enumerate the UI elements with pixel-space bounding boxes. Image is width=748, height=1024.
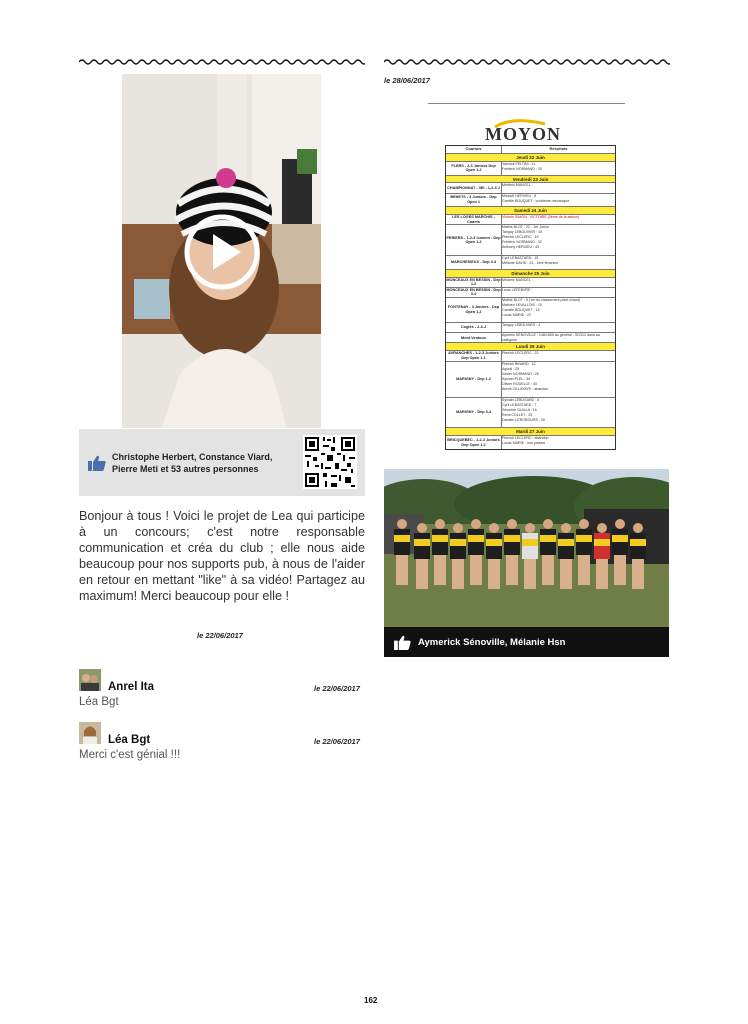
table-row <box>446 214 615 224</box>
comment-text: Léa Bgt <box>79 696 119 708</box>
team-photo-scene <box>384 469 669 627</box>
page-number: 162 <box>364 996 378 1005</box>
table-row <box>446 297 615 322</box>
table-results-cell <box>502 194 613 204</box>
logo-text: MOYON <box>485 124 561 144</box>
table-course-cell: FLERS - 2-3 Juniors Dep Open 1.2 <box>446 162 502 175</box>
table-row <box>446 287 615 297</box>
table-result-line: Pierrick LECLERC : 19 <box>502 235 539 240</box>
table-day-label: Vendredi 23 Juin <box>446 176 615 184</box>
table-result-line: Médéric MANCEL : <box>502 183 533 188</box>
video-thumbnail[interactable] <box>122 74 321 428</box>
table-row <box>446 182 615 192</box>
table-result-line: Agouti : 25 <box>502 366 520 371</box>
table-result-line: Sylvain LEBOSARD : 6 <box>502 397 540 402</box>
table-result-line: Mickaël HERVIEU : 8 <box>502 193 537 198</box>
divider-line <box>428 103 625 104</box>
table-result-line: Sylvain PLEL : 39 <box>502 376 531 381</box>
table-header <box>446 146 615 153</box>
table-course-cell: Mont Ventoux <box>446 333 502 342</box>
table-result-line: Victorin SIMON : VICTOIRE (3ème de la saison) <box>502 215 580 220</box>
table-row <box>446 161 615 175</box>
table-results-cell <box>502 362 613 392</box>
table-row <box>446 435 615 449</box>
table-row <box>446 277 615 287</box>
comment-author[interactable]: Anrel Ita <box>108 681 155 693</box>
table-result-line: Cyril LEBASTARD : 7 <box>502 402 537 407</box>
table-results-cell <box>502 398 613 423</box>
table-result-line: Pierrick BINARD : 12 <box>502 361 536 366</box>
avatar <box>79 669 101 691</box>
table-course-cell: LES LOGES MARCHIS - Cadets <box>446 215 502 224</box>
table-result-line: Louis LEFEBVRE : <box>502 287 533 292</box>
table-result-line: Yannick FELTINI : 11 <box>502 161 536 166</box>
thumbs-up-icon[interactable] <box>394 635 411 650</box>
table-result-line: Mélanie DAVID : 24 - 1ère féminine <box>502 261 559 266</box>
moyon-logo <box>485 118 561 144</box>
results-table <box>445 145 616 450</box>
comment-text: Merci c'est génial !!! <box>79 749 181 761</box>
table-result-line: Médéric MANCEL : <box>502 277 533 282</box>
table-course-cell: MARIGNY - Dep 3.4 <box>446 398 502 428</box>
comment-date: le 22/06/2017 <box>314 737 360 746</box>
table-row <box>446 255 615 269</box>
table-row <box>446 322 615 332</box>
table-course-cell: BRICQUEBEC - 1-2-3 Juniors Dep Open 1.2 <box>446 436 502 449</box>
post-date: le 28/06/2017 <box>384 76 430 85</box>
likes-names: Christophe Herbert, Constance Viard, Pierre Meti et 53 autres personnes <box>112 452 273 474</box>
table-result-line: Tanguy LEBOUVIER : 10 <box>502 230 543 235</box>
table-results-cell <box>502 298 613 318</box>
table-result-line: Xavier NORMAND : 26 <box>502 371 539 376</box>
post-body-text: Bonjour à tous ! Voici le projet de Lea qui participe à un concours; c'est notre responsable communication et créa du club ; elle nous aide beaucoup pour nos supports pub, à nous de l'aider en retour en mettant "like" à sa vidéo! Partagez au maximum! Merci beaucoup pour elle ! <box>79 509 365 603</box>
table-results-cell <box>502 256 613 266</box>
table-result-line: Mathieu LEVALLOIS : 15 <box>502 303 542 308</box>
table-day-label: Samedi 24 Juin <box>446 207 615 215</box>
table-results-cell <box>502 351 613 356</box>
wavy-divider-left <box>79 58 365 66</box>
table-day-label: Dimanche 25 Juin <box>446 270 615 278</box>
table-result-line: Pierrick LECLERC : 22 <box>502 351 539 356</box>
table-results-cell <box>502 278 613 283</box>
table-day-row <box>446 175 615 183</box>
table-header-cell: Résultats <box>549 146 568 151</box>
photo-likes-names: Aymerick Sénoville, Mélanie Hsn <box>418 637 566 648</box>
table-results-cell <box>502 183 613 188</box>
table-course-cell: MONCEAUX EN BESSIN - Dep 1.2 <box>446 277 501 287</box>
table-result-line: Frédéric NORMAND : 32 <box>502 240 542 245</box>
table-day-label: Mardi 27 Juin <box>446 428 615 436</box>
table-result-line: Mathis BLOT : 22 - 1er Junior <box>502 225 550 230</box>
table-day-label: Jeudi 22 Juin <box>446 154 615 162</box>
table-result-line: Alexis CILLAYAYE : abandon <box>502 386 549 391</box>
qr-code-icon <box>303 435 357 489</box>
table-results-cell <box>502 225 613 250</box>
table-result-line: Lucas MARIE : non partant <box>502 441 546 446</box>
post-date: le 22/06/2017 <box>197 631 243 640</box>
photo-likes-bar <box>384 627 669 657</box>
table-day-label: Lundi 26 Juin <box>446 343 615 351</box>
table-day-row <box>446 153 615 161</box>
table-row <box>446 224 615 255</box>
team-photo[interactable] <box>384 469 669 627</box>
table-course-cell: MARCHESIEUX - Dep 3.4 <box>446 256 502 269</box>
comment-date: le 22/06/2017 <box>314 684 360 693</box>
table-result-line: Anthony HERVIEU : 43 <box>502 245 540 250</box>
table-result-line: Lucas MARIE : 22 <box>502 313 531 318</box>
table-result-line: Tanguy LEBOUVIER : 4 <box>502 322 541 327</box>
table-results-cell <box>502 162 613 172</box>
table-result-line: Damien LEROBOURS : 30 <box>502 417 545 422</box>
table-result-line: Pierrick LECLERC : abandon <box>502 436 549 441</box>
table-results-cell <box>502 323 613 328</box>
table-course-cell: Coglès - 2-3-J <box>446 323 502 332</box>
table-day-row <box>446 269 615 277</box>
table-day-row <box>446 427 615 435</box>
table-day-row <box>446 206 615 214</box>
table-result-line: Séverine GUILLA : 16 <box>502 407 537 412</box>
table-result-line: Camille BOUQUET : problème mécanique <box>502 198 570 203</box>
play-icon[interactable] <box>182 212 262 292</box>
table-course-cell: CHAMPIONNAT - 3EI - 1-2-3 J <box>446 183 502 192</box>
table-result-line: Olivier ROUELLE : 40 <box>502 381 537 386</box>
table-course-cell: BENETS - 3 Juniors - Dep Open 1 <box>446 194 502 207</box>
thumbs-up-icon[interactable] <box>88 455 106 471</box>
table-course-cell: FONTENAY - 3 Juniors - Dep Open 1.2 <box>446 298 502 322</box>
table-course-cell: MONCEAUX EN BESSIN - Dep 3.4 <box>446 287 501 297</box>
table-row <box>446 332 615 342</box>
table-course-cell: MARIGNY - Dep 1.2 <box>446 362 502 397</box>
table-result-line: Mathis BLOT : 5 (1er du classement point chaud) <box>502 298 581 303</box>
table-row <box>446 361 615 397</box>
table-result-line: Camille BOUQUET : 16 <box>502 308 540 313</box>
table-header-cell: Courses <box>446 146 502 153</box>
table-result-line: Rémi COLLET : 25 <box>502 412 533 417</box>
table-row <box>446 397 615 428</box>
wavy-divider-right <box>384 58 670 66</box>
table-results-cell <box>502 215 613 220</box>
table-result-line: Frédéric NORMAND : 30 <box>502 166 542 171</box>
table-results-cell <box>502 288 613 293</box>
video-likes-box <box>79 429 365 496</box>
avatar <box>79 722 101 744</box>
table-row <box>446 350 615 360</box>
table-results-cell <box>502 436 613 446</box>
table-day-row <box>446 342 615 350</box>
table-row <box>446 193 615 207</box>
table-course-cell: AVRANCHES - 1-2-3 Juniors Dep Open 1.1 <box>446 351 502 360</box>
table-course-cell: PERIERS - 1-2-3 Juniors - Dep Open 1.2 <box>446 225 502 255</box>
comment-author[interactable]: Léa Bgt <box>108 734 151 746</box>
table-result-line: Cyril LEBASTARD : 15 <box>502 256 539 261</box>
table-result-line: Aymeric SENOVILLE : 148/1600 au général - 9/1314 dans sa catégorie <box>502 333 600 343</box>
